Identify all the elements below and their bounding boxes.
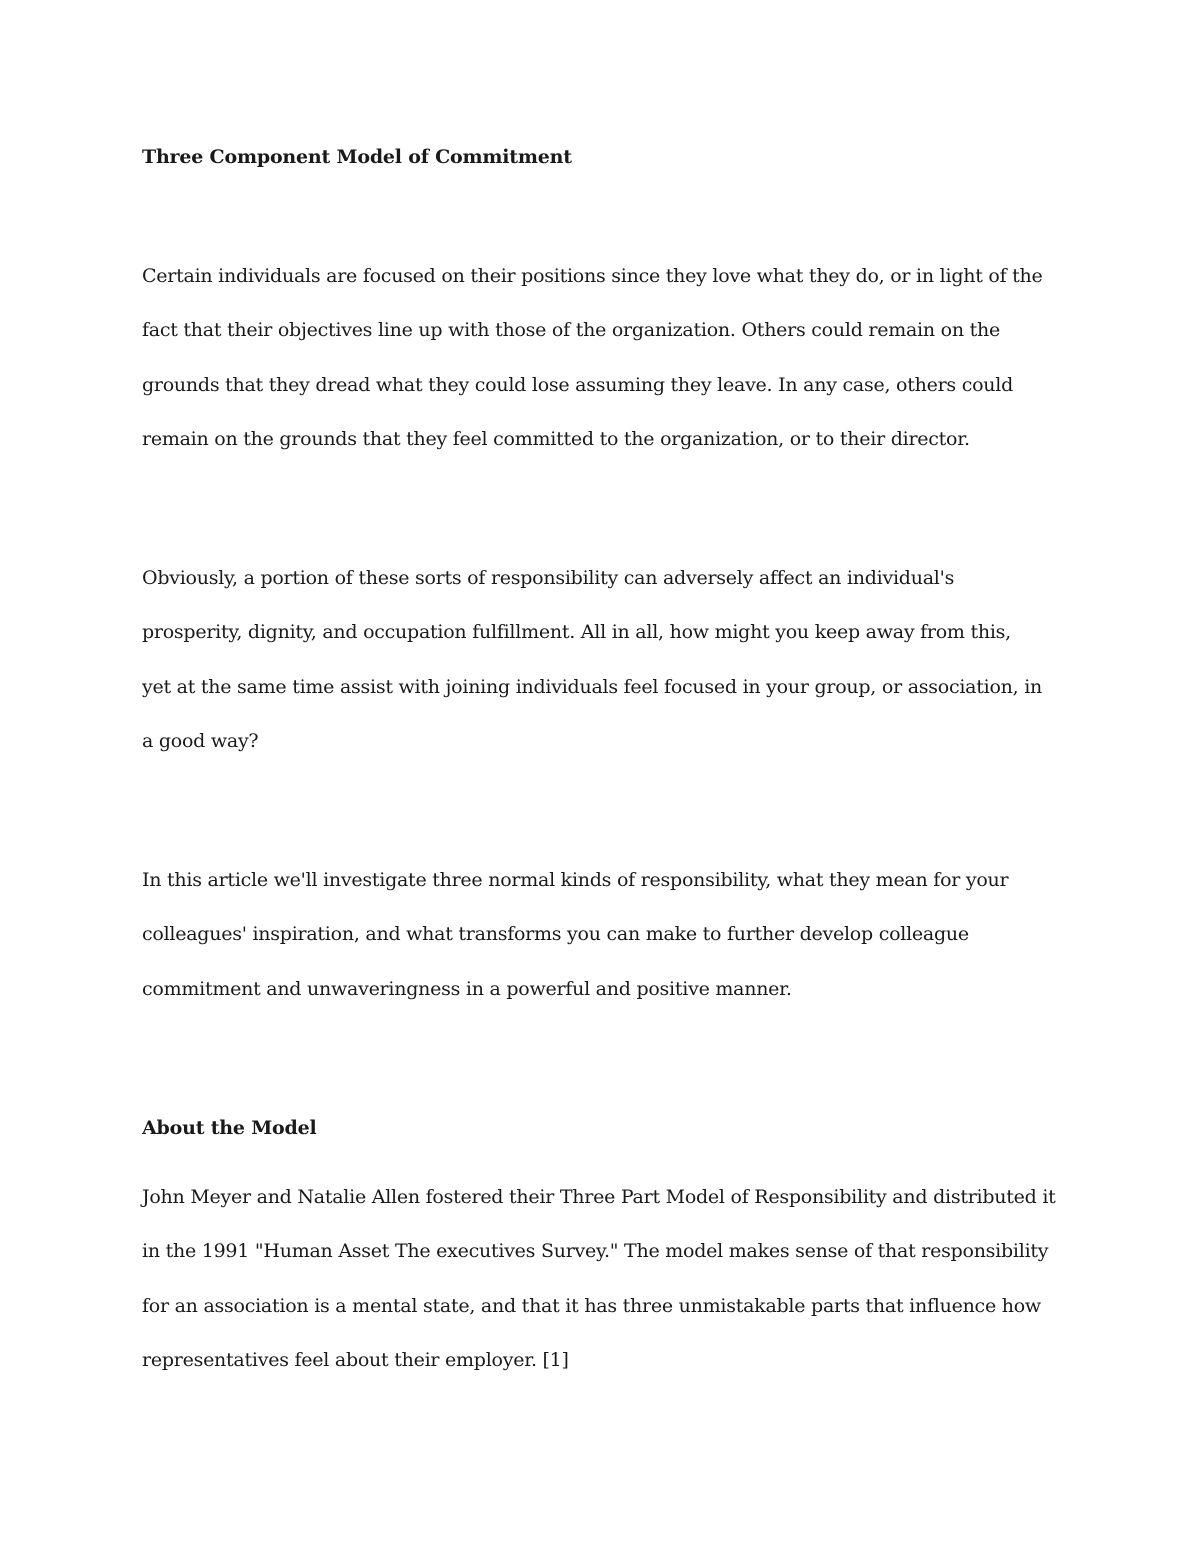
paragraph-line: representatives feel about their employer. [1] [142,1348,569,1371]
paragraph-line: John Meyer and Natalie Allen fostered their Three Part Model of Responsibility and distributed it [142,1186,1056,1208]
paragraph-article [142,853,1008,1016]
paragraph-line: In this article we'll investigate three normal kinds of responsibility, what they mean for your [142,869,1009,891]
paragraph-line: prosperity, dignity, and occupation fulfillment. All in all, how might you keep away from this, [142,621,1011,644]
paragraph-line: Certain individuals are focused on their positions since they love what they do, or in light of the [142,265,1043,287]
paragraph-line: yet at the same time assist with joining individuals feel focused in your group, or association, in [142,675,1043,698]
paragraph-line: remain on the grounds that they feel committed to the organization, or to their director. [142,427,970,450]
paragraph-line: for an association is a mental state, and that it has three unmistakable parts that influence how [142,1294,1041,1317]
paragraph-line: Obviously, a portion of these sorts of responsibility can adversely affect an individual's [142,567,955,589]
paragraph-line: commitment and unwaveringness in a powerful and positive manner. [142,977,792,1000]
paragraph-line: fact that their objectives line up with those of the organization. Others could remain on the [142,319,1000,342]
paragraph-line: grounds that they dread what they could lose assuming they leave. In any case, others could [142,373,1014,396]
paragraph-model [142,1170,1056,1387]
paragraph-line: in the 1991 "Human Asset The executives Survey." The model makes sense of that responsibility [142,1240,1049,1263]
paragraph-line: colleagues' inspiration, and what transforms you can make to further develop colleague [142,923,969,946]
paragraph-line: a good way? [142,729,259,752]
section-heading: About the Model [142,1117,317,1139]
paragraph-obviously [142,551,1042,768]
document-title: Three Component Model of Commitment [142,146,572,168]
paragraph-intro [142,249,1043,466]
